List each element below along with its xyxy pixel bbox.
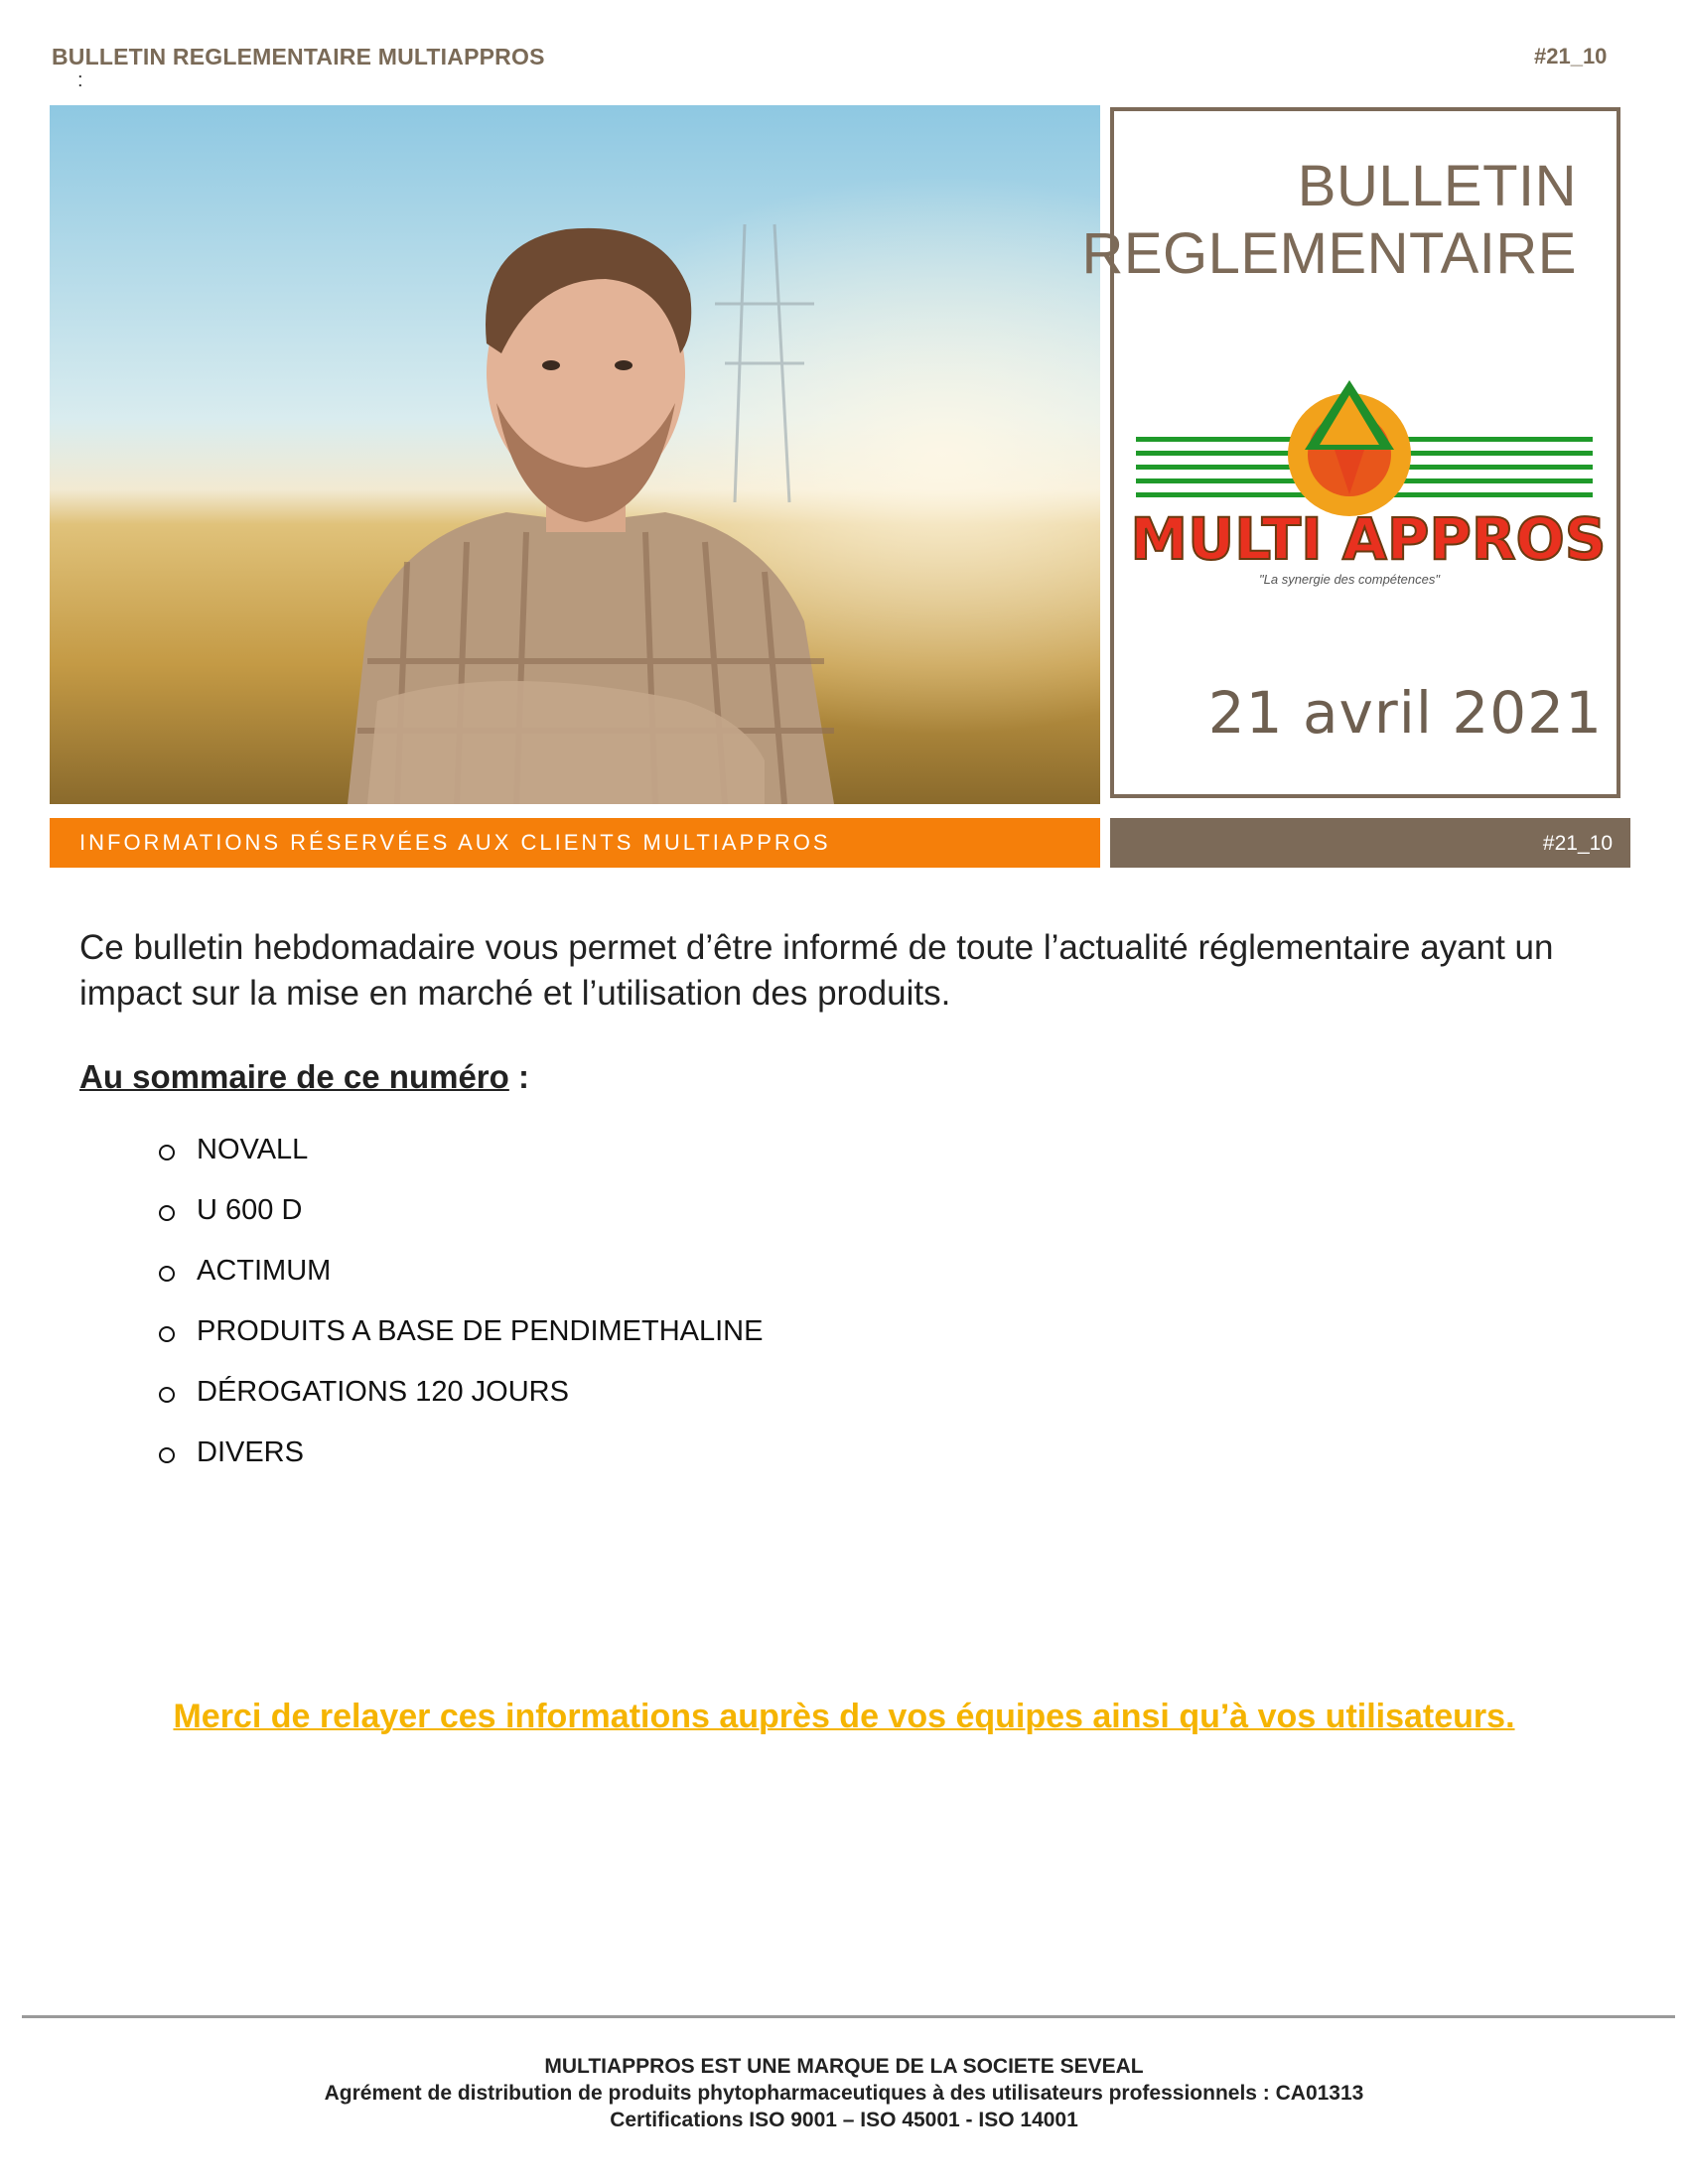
header-colon: : (77, 69, 83, 91)
circle-bullet-icon (159, 1326, 175, 1342)
circle-bullet-icon (159, 1145, 175, 1160)
list-item-label: NOVALL (197, 1134, 309, 1165)
issue-banner (1110, 818, 1630, 868)
bulletin-title (1081, 153, 1577, 288)
circle-bullet-icon (159, 1205, 175, 1221)
multiappros-logo (1126, 355, 1611, 594)
footer (0, 2053, 1688, 2133)
list-item (155, 1311, 763, 1372)
title-box (1081, 107, 1620, 798)
intro-paragraph: Ce bulletin hebdomadaire vous permet d’être informé de toute l’actualité réglementaire ayant un impact sur la mise en marché et l’utilisation des produits. (79, 928, 1554, 1013)
logo-tagline: "La synergie des compétences" (1259, 572, 1440, 587)
list-item (155, 1130, 763, 1190)
footer-line-1: MULTIAPPROS EST UNE MARQUE DE LA SOCIETE SEVEAL (544, 2055, 1144, 2078)
logo-text: MULTI APPROS (1130, 505, 1607, 573)
summary-heading-colon: : (508, 1058, 529, 1095)
summary-heading-label: Au sommaire de ce numéro (79, 1058, 509, 1095)
header-issue-number: #21_10 (1534, 44, 1608, 68)
footer-line-3: Certifications ISO 9001 – ISO 45001 - ISO 14001 (610, 2109, 1078, 2131)
list-item-label: ACTIMUM (197, 1255, 332, 1287)
issue-banner-text: #21_10 (1542, 832, 1613, 855)
list-item-label: DIVERS (197, 1436, 304, 1468)
relay-message: Merci de relayer ces informations auprès de vos équipes ainsi qu’à vos utilisateurs. (173, 1698, 1515, 1735)
footer-divider (22, 2015, 1675, 2018)
farmer-photo (50, 105, 1100, 804)
list-item-label: DÉROGATIONS 120 JOURS (197, 1376, 569, 1408)
summary-heading (79, 1058, 529, 1096)
footer-line-2: Agrément de distribution de produits phytopharmaceutiques à des utilisateurs professionnels : CA01313 (324, 2082, 1364, 2105)
circle-bullet-icon (159, 1266, 175, 1282)
list-item (155, 1433, 763, 1493)
list-item (155, 1372, 763, 1433)
list-item (155, 1190, 763, 1251)
bulletin-date: 21 avril 2021 (1207, 679, 1603, 747)
list-item-label: U 600 D (197, 1194, 303, 1226)
circle-bullet-icon (159, 1387, 175, 1403)
list-item (155, 1251, 763, 1311)
clients-banner (50, 818, 1100, 868)
title-line-1: BULLETIN (1297, 154, 1577, 218)
clients-banner-text: INFORMATIONS RÉSERVÉES AUX CLIENTS MULTIAPPROS (79, 830, 831, 855)
list-item-label: PRODUITS A BASE DE PENDIMETHALINE (197, 1315, 764, 1347)
summary-list (155, 1130, 763, 1493)
circle-bullet-icon (159, 1447, 175, 1463)
title-line-2: REGLEMENTAIRE (1081, 221, 1577, 286)
header-title: BULLETIN REGLEMENTAIRE MULTIAPPROS (52, 44, 545, 69)
